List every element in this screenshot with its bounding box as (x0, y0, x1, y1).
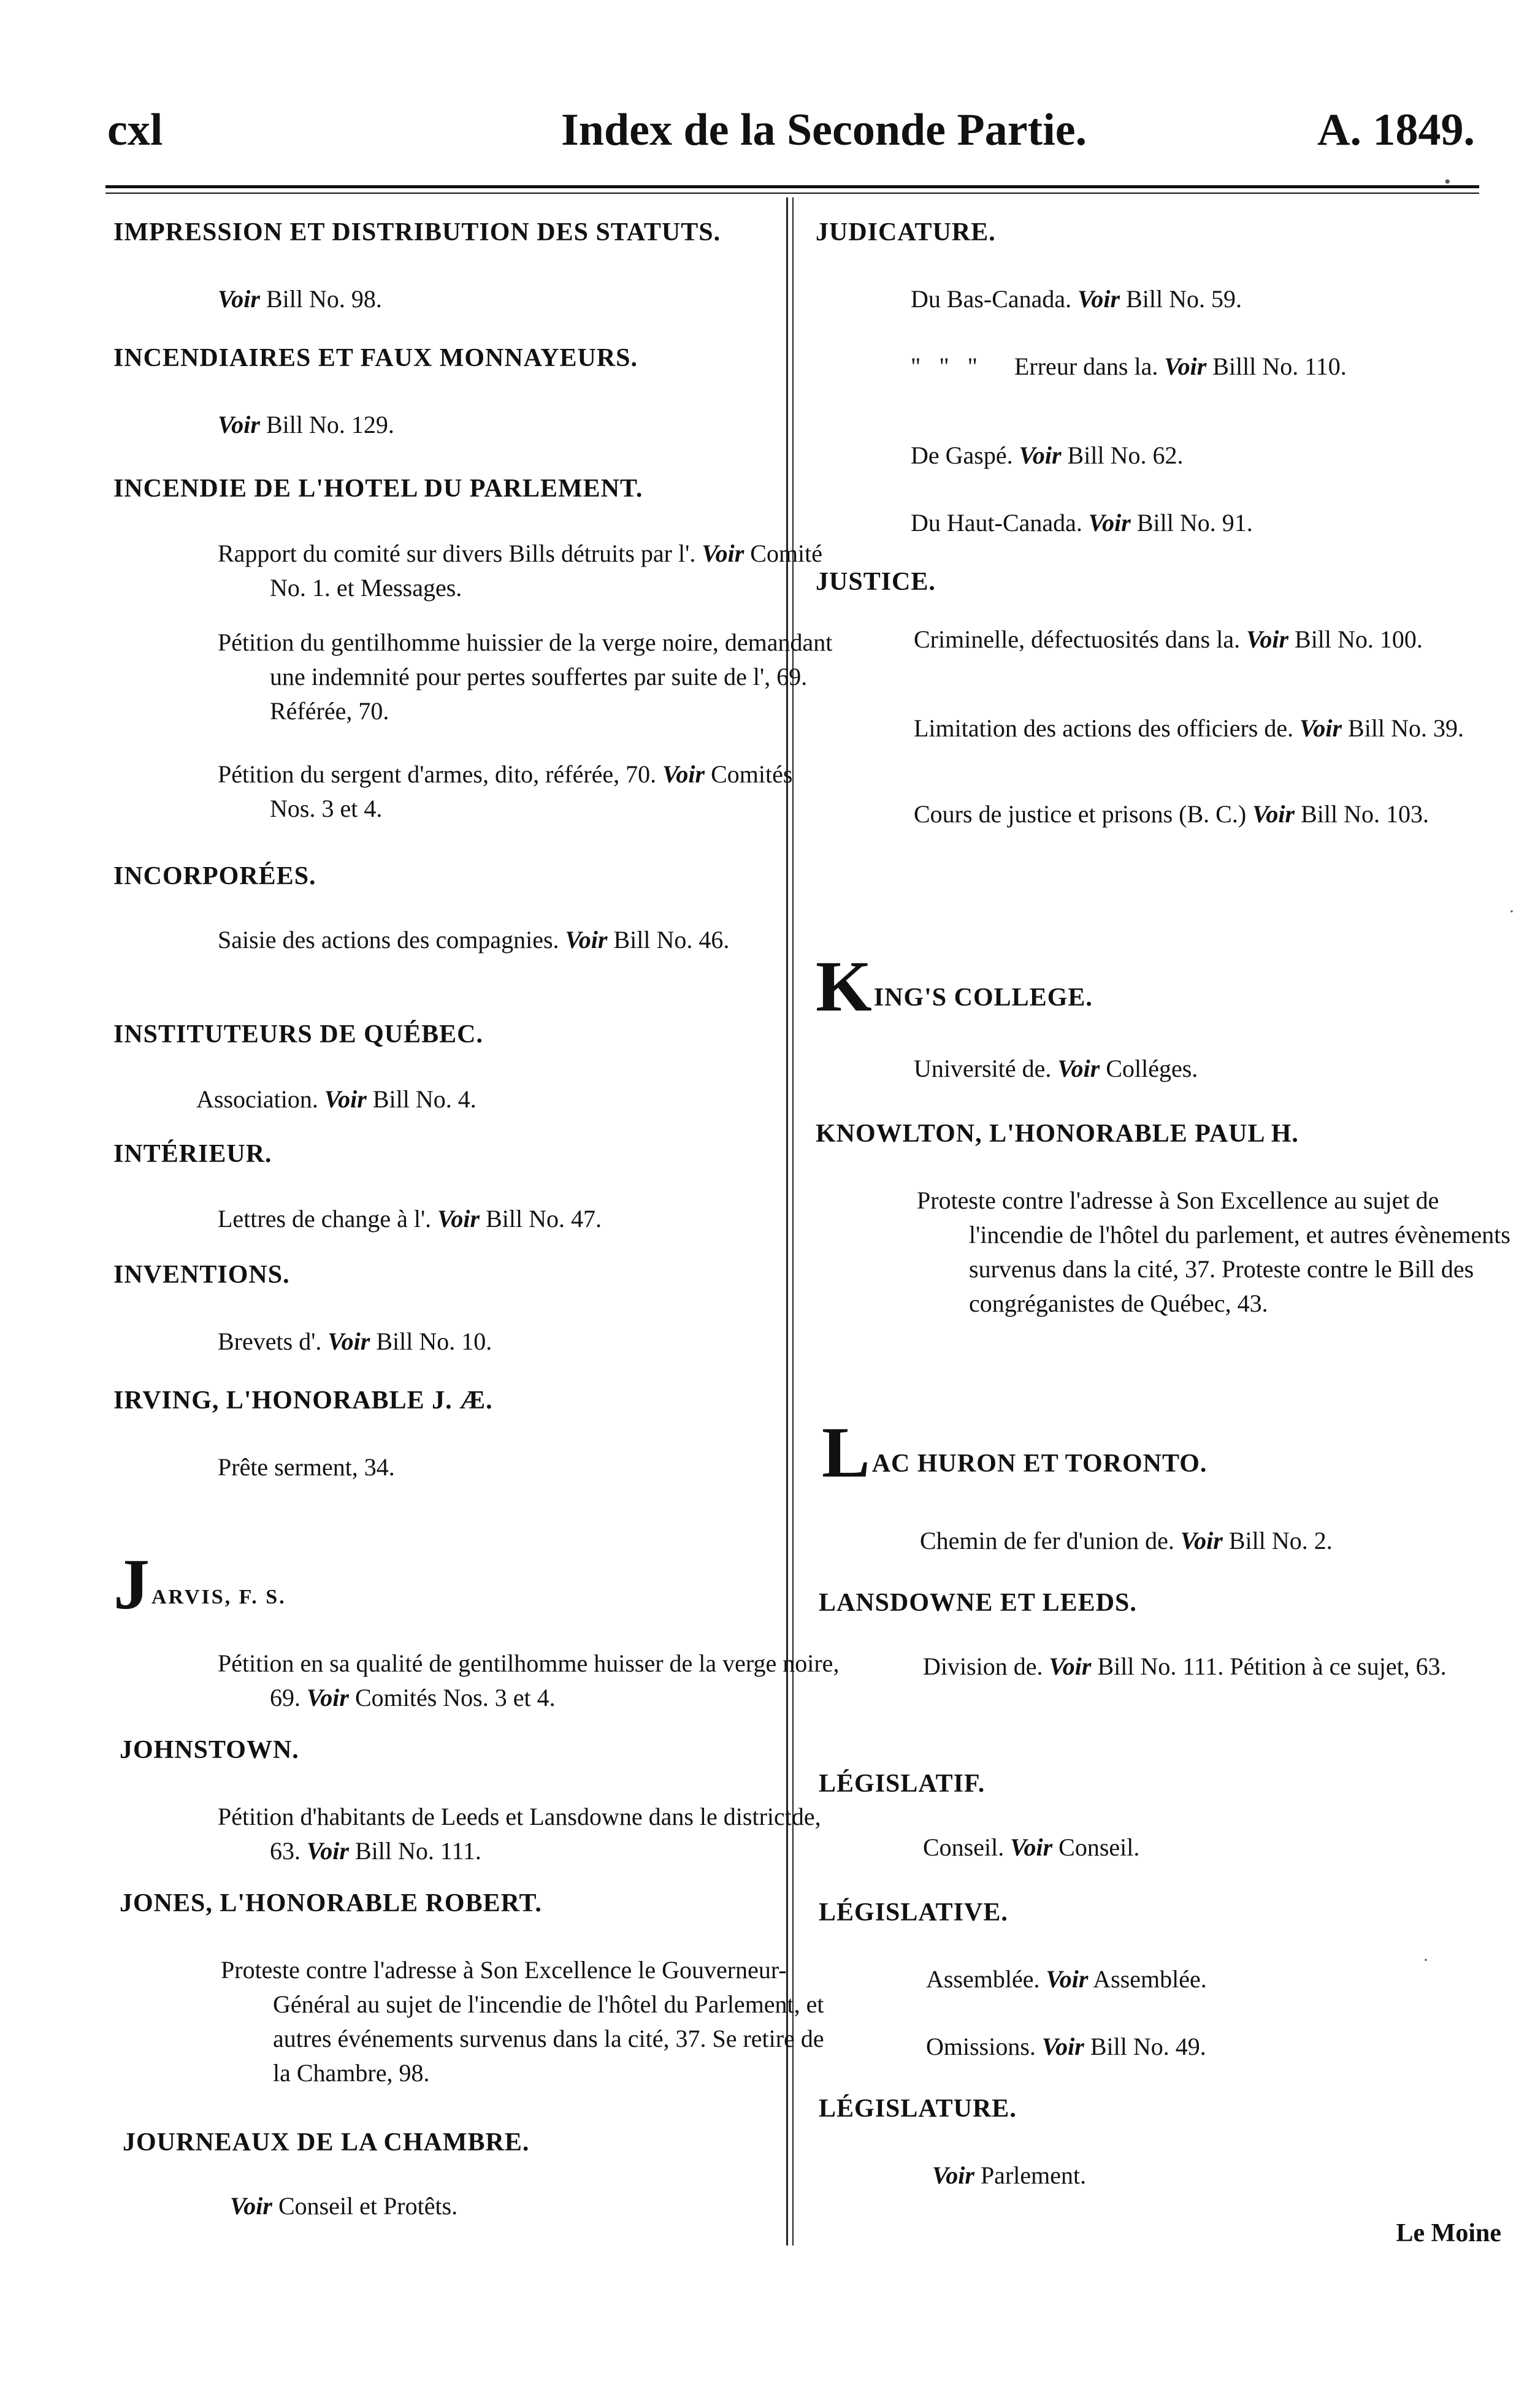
index-heading: JOHNSTOWN. (120, 1736, 299, 1764)
page-title: Index de la Seconde Partie. (561, 105, 1087, 155)
index-entry: Prête serment, 34. (218, 1453, 395, 1481)
index-entry (914, 622, 1527, 657)
heading-rest: ING'S COLLEGE. (873, 984, 1093, 1012)
drop-capital: L (822, 1412, 871, 1493)
entry-ref: Comités Nos. 3 et 4. (354, 1684, 556, 1711)
voir-label: Voir (218, 411, 260, 438)
voir-label: Voir (437, 1205, 480, 1233)
voir-label: Voir (230, 2192, 272, 2220)
index-entry (218, 408, 760, 442)
entry-ref: Bill No. 129. (266, 411, 394, 438)
voir-label: Voir (307, 1837, 349, 1865)
index-heading: JUSTICE. (816, 568, 936, 596)
entry-ref: Bill No. 49. (1090, 2033, 1206, 2060)
index-entry (911, 282, 1515, 316)
entry-text: Limitation des actions des officiers de. (914, 714, 1294, 742)
voir-label: Voir (1180, 1527, 1223, 1554)
entry-ref: Bill No. 2. (1228, 1527, 1333, 1554)
entry-ref: Parlement. (980, 2161, 1087, 2189)
entry-text: Lettres de change à l'. (218, 1205, 432, 1233)
voir-label: Voir (1299, 714, 1342, 742)
entry-text: Association. (196, 1085, 318, 1113)
index-heading: LÉGISLATIVE. (819, 1898, 1008, 1927)
index-entry (911, 350, 1527, 384)
index-entry: Proteste contre l'adresse à Son Excellence au sujet de l'incendie de l'hôtel du parlement, et autres évènements survenus dans la cité, 37. Proteste contre le Bill des congréganistes de Québec, 43. (917, 1187, 1510, 1317)
ink-speck: · (1423, 1950, 1429, 1970)
entry-ref: Bill No. 47. (486, 1205, 602, 1233)
index-entry (911, 438, 1515, 473)
entry-ref: Bill No. 62. (1067, 441, 1184, 469)
index-entry (920, 1524, 1524, 1558)
index-entry (218, 757, 840, 826)
drop-capital: J (113, 1544, 150, 1624)
index-heading (113, 1544, 286, 1624)
page-number: cxl (107, 105, 163, 155)
index-heading: INCORPORÉES. (113, 862, 316, 890)
entry-text: Division de. (923, 1653, 1043, 1680)
index-heading (816, 946, 1093, 1026)
ink-speck: · (1509, 901, 1515, 922)
entry-text: De Gaspé. (911, 441, 1013, 469)
entry-ref: Bill No. 100. (1295, 625, 1423, 653)
index-entry (218, 537, 840, 605)
index-heading: LÉGISLATIF. (819, 1770, 985, 1798)
index-heading: LÉGISLATURE. (819, 2095, 1017, 2123)
voir-label: Voir (662, 760, 705, 788)
entry-text: Pétition du sergent d'armes, dito, référée, 70. (218, 760, 657, 788)
index-entry (218, 282, 760, 316)
entry-ref: Bill No. 39. (1348, 714, 1464, 742)
voir-label: Voir (1077, 285, 1120, 313)
entry-ref: Colléges. (1106, 1055, 1198, 1082)
entry-text: Cours de justice et prisons (B. C.) (914, 800, 1247, 828)
voir-label: Voir (1088, 509, 1131, 537)
entry-ref: Bill No. 111. Pétition à ce sujet, 63. (1097, 1653, 1447, 1680)
voir-label: Voir (1164, 353, 1207, 380)
voir-label: Voir (1046, 1965, 1089, 1993)
index-entry (218, 923, 840, 957)
entry-ref: Conseil. (1058, 1833, 1140, 1861)
index-entry (911, 506, 1515, 540)
heading-rest: ARVIS, F. S. (151, 1586, 286, 1608)
entry-text: Du Bas-Canada. (911, 285, 1072, 313)
index-entry (218, 1324, 822, 1359)
drop-capital: K (816, 946, 873, 1026)
page-header (0, 104, 1527, 172)
header-rule-thick (105, 185, 1479, 188)
index-entry (923, 1830, 1527, 1865)
entry-text: Université de. (914, 1055, 1052, 1082)
voir-label: Voir (1252, 800, 1295, 828)
voir-label: Voir (1019, 441, 1062, 469)
entry-ref: Bill No. 103. (1301, 800, 1429, 828)
voir-label: Voir (218, 285, 260, 313)
index-heading: JUDICATURE. (816, 218, 996, 247)
entry-ref: Bill No. 111. (354, 1837, 481, 1865)
voir-label: Voir (1057, 1055, 1100, 1082)
entry-ref: Bill No. 59. (1126, 285, 1242, 313)
index-entry (218, 1202, 822, 1236)
index-entry (218, 1646, 840, 1715)
entry-ref: Bill No. 46. (613, 926, 730, 954)
entry-ref: Bill No. 4. (372, 1085, 476, 1113)
voir-label: Voir (702, 540, 744, 567)
index-heading: INVENTIONS. (113, 1261, 290, 1289)
index-heading: JONES, L'HONORABLE ROBERT. (120, 1889, 542, 1917)
index-entry: Proteste contre l'adresse à Son Excellence le Gouverneur-Général au sujet de l'incendie de l'hôtel du Parlement, et autres événements survenus dans la cité, 37. Se retire de la Chambre, 98. (221, 1956, 824, 2087)
entry-text: Pétition d'habitants de Leeds et Lansdowne dans le districtde, 63. (218, 1803, 821, 1865)
heading-rest: AC HURON ET TORONTO. (871, 1450, 1207, 1478)
entry-ref: Bill No. 98. (266, 285, 382, 313)
index-entry (196, 1082, 800, 1117)
index-entry (230, 2189, 834, 2223)
entry-text: Conseil. (923, 1833, 1005, 1861)
voir-label: Voir (327, 1328, 370, 1355)
index-entry (914, 711, 1527, 746)
index-heading: IRVING, L'HONORABLE J. Æ. (113, 1386, 493, 1415)
index-heading: INCENDIE DE L'HOTEL DU PARLEMENT. (113, 475, 643, 503)
entry-text: Assemblée. (926, 1965, 1040, 1993)
entry-ref: Comité No. 1. et Messages. (270, 540, 823, 602)
header-rule-thin (105, 193, 1479, 194)
index-heading: INSTITUTEURS DE QUÉBEC. (113, 1020, 484, 1049)
index-heading: INCENDIAIRES ET FAUX MONNAYEURS. (113, 344, 638, 372)
entry-text: Saisie des actions des compagnies. (218, 926, 559, 954)
index-entry (926, 1962, 1527, 1997)
index-heading: JOURNEAUX DE LA CHAMBRE. (123, 2128, 530, 2157)
voir-label: Voir (324, 1085, 367, 1113)
index-heading: IMPRESSION ET DISTRIBUTION DES STATUTS. (113, 218, 721, 247)
index-entry (923, 1649, 1527, 1684)
entry-ref: Conseil et Protêts. (278, 2192, 458, 2220)
index-heading: INTÉRIEUR. (113, 1140, 272, 1168)
index-entry: Pétition du gentilhomme huissier de la verge noire, demandant une indemnité pour pertes souffertes par suite de l', 69. Référée, 70. (218, 629, 833, 725)
entry-text: Du Haut-Canada. (911, 509, 1082, 537)
entry-ref: Assemblée. (1093, 1965, 1207, 1993)
voir-label: Voir (307, 1684, 349, 1711)
voir-label: Voir (932, 2161, 974, 2189)
entry-ref: Bill No. 10. (376, 1328, 492, 1355)
catchword: Le Moine (1396, 2219, 1501, 2247)
entry-text: Omissions. (926, 2033, 1036, 2060)
index-entry (218, 1800, 840, 1868)
voir-label: Voir (1049, 1653, 1092, 1680)
entry-text: " " " Erreur dans la. (911, 353, 1158, 380)
entry-text: Pétition en sa qualité de gentilhomme huisser de la verge noire, 69. (218, 1649, 840, 1711)
index-heading: KNOWLTON, L'HONORABLE PAUL H. (816, 1120, 1299, 1148)
index-entry (926, 2030, 1527, 2064)
entry-ref: Bill No. 91. (1136, 509, 1253, 537)
entry-text: Rapport du comité sur divers Bills détruits par l'. (218, 540, 696, 567)
voir-label: Voir (1246, 625, 1289, 653)
entry-ref: Billl No. 110. (1212, 353, 1347, 380)
entry-text: Brevets d'. (218, 1328, 322, 1355)
voir-label: Voir (1010, 1833, 1053, 1861)
index-heading (822, 1412, 1207, 1493)
entry-text: Criminelle, défectuosités dans la. (914, 625, 1241, 653)
index-entry (914, 1052, 1518, 1086)
voir-label: Voir (565, 926, 608, 954)
index-entry (914, 797, 1527, 831)
entry-text: Chemin de fer d'union de. (920, 1527, 1174, 1554)
ink-speck: • (1444, 172, 1451, 192)
page-year: A. 1849. (1317, 105, 1475, 155)
index-heading: LANSDOWNE ET LEEDS. (819, 1589, 1137, 1617)
entry-ref: Comités Nos. 3 et 4. (270, 760, 793, 822)
voir-label: Voir (1041, 2033, 1084, 2060)
index-entry (932, 2158, 1527, 2193)
